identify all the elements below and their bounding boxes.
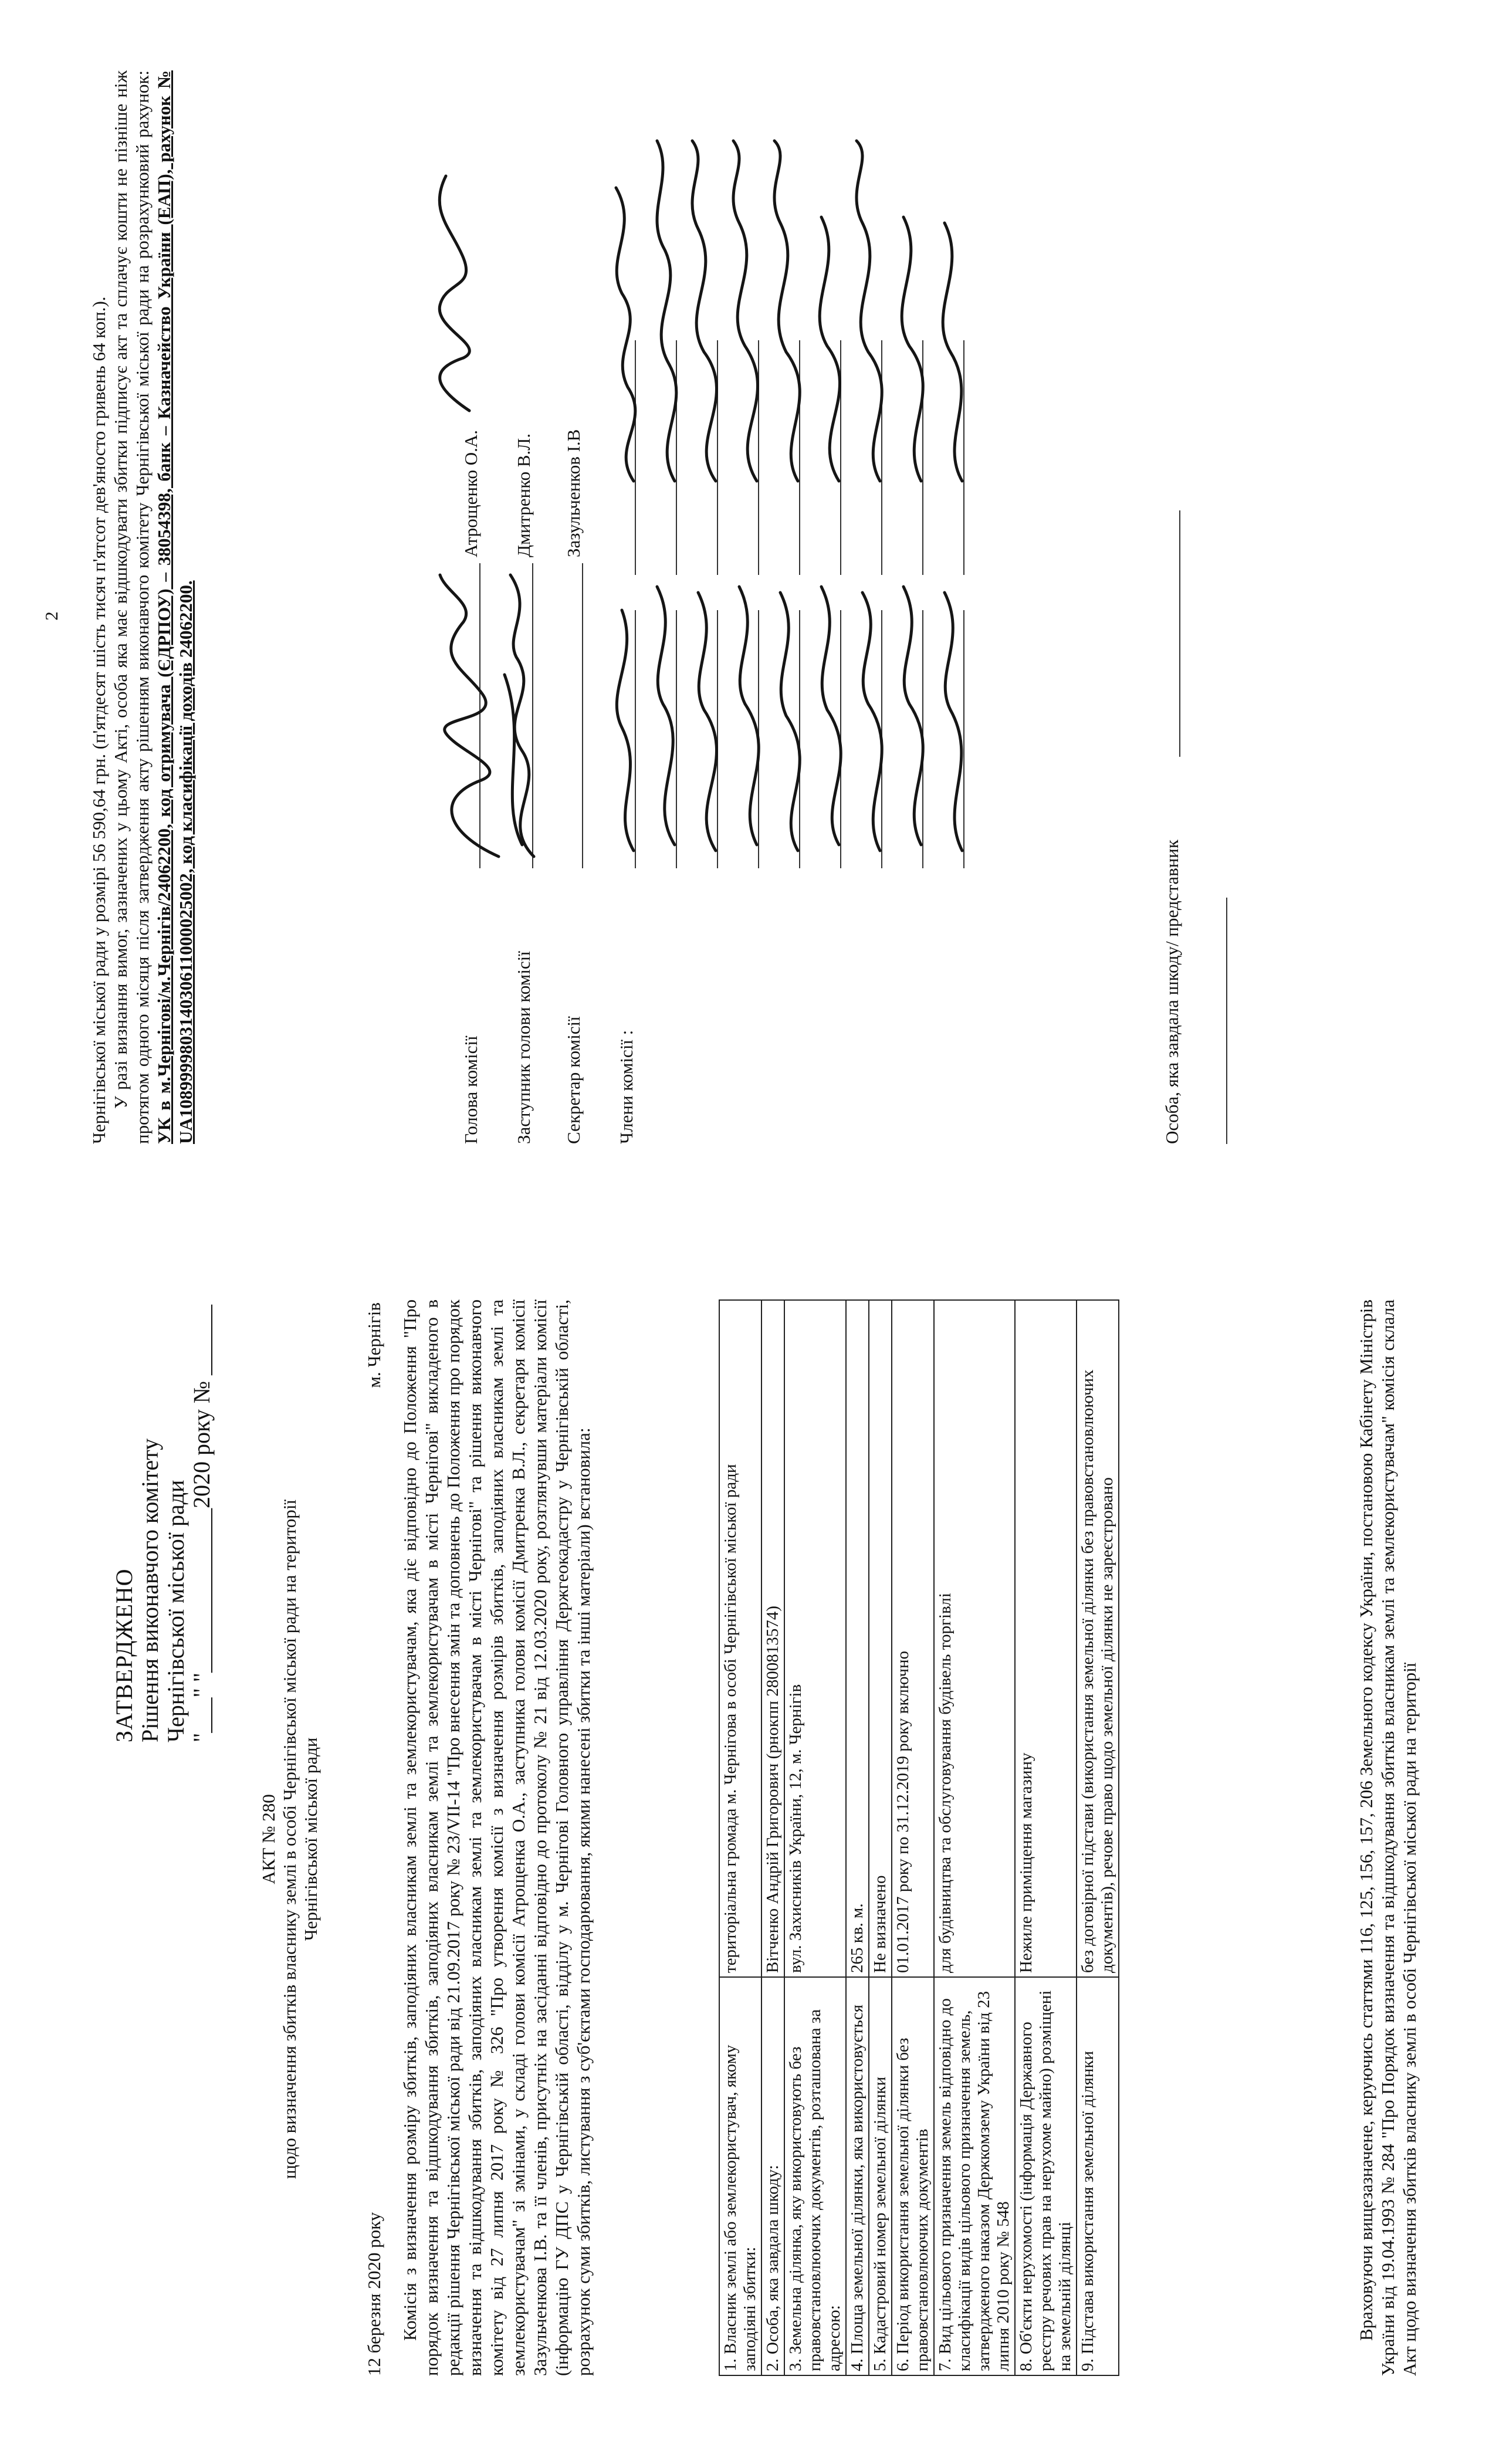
act-subtitle-2: Чернігівської міської ради [300,1737,321,1941]
act-subtitle-1: щодо визначення збитків власнику землі в особі Чернігівської міської ради на території [279,1500,300,2179]
table-value-cell: Вітченко Андрій Григорович (рнокпп 2800813574) [761,1300,784,1977]
payment-amount-paragraph: Чернігівської міської ради у розмірі 56 590,64 грн. (п'ятдесят шість тисяч п'ятсот дев'яносто гривень 64 коп.). [89,296,109,1144]
table-value-cell: Нежиле приміщення магазину [1015,1300,1077,1977]
members-handwritten-signatures [610,540,986,868]
table-row [719,1300,761,2375]
chair-name: Атрощенко О.А. [461,430,481,557]
act-dateline [364,1302,385,2376]
act-heading [258,1302,321,2376]
secretary-name: Зазульченков І.В [563,429,584,557]
members-handwritten-names [604,129,980,493]
act-info-table [719,1299,1119,2376]
deputy-handwritten-signature [487,563,557,868]
table-row [869,1300,892,2375]
violator-label: Особа, яка завдала шкоду/ представник [1162,840,1182,1144]
table-row [934,1300,1015,2375]
intro-paragraph: Комісія з визначення розміру збитків, заподіяних власникам землі та землекористувачам, яка діє відповідно до Положення "Про порядок визначення та відшкодування збитків, заподіяних власникам землі та землекористувачам в місті Чернігові" викладеного в редакції рішення Чернігівської міської ради від 21.09.2017 року № 23/VII-14 "Про внесення змін та доповнень до Положення про порядок визначення та відшкодування збитків, заподіяних власникам землі та землекористувачам в місті Чернігові" та рішення виконавчого комітету від 27 липня 2017 року № 326 "Про утворення комісії з визначення розмірів збитків, заподіяних власникам землі та землекористувачам" зі змінами, у складі голови комісії Атрощенка О.А., заступника голови комісії Дмитренка В.Л., секретаря комісії Зазульченкова І.В. та її членів, присутніх на засіданні відповідно до протоколу № 21 від 12.03.2020 року, розглянувши матеріали комісії (інформацію ГУ ДПС у Чернігівській області, відділу у м. Чернігові Головного управління Держгеокадастру у Чернігівській області, розрахунок суми збитків, листування з суб'єктами господарювання, якими нанесені збитки та інші матеріали) встановила: [400,1299,594,2376]
act-city: м. Чернігів [364,1302,384,1388]
secretary-signature-line [582,563,583,868]
table-key-cell: 9. Підстава використання земельної ділянки [1077,1977,1119,2375]
members-role: Члени комісії : [616,1030,637,1144]
deputy-role: Заступник голови комісії [513,951,534,1144]
approval-stamp-text [111,1297,215,1742]
secretary-signature-row [563,70,587,1144]
table-key-cell: 3. Земельна ділянка, яку використовують без правовстановлюючих документів, розташована за адресою: [784,1977,846,2375]
deputy-name: Дмитренко В.Л. [513,433,534,557]
table-row [846,1300,869,2375]
table-value-cell: для будівництва та обслуговування будівель торгівлі [934,1300,1015,1977]
act-number: АКТ № 280 [258,1794,279,1884]
table-row [892,1300,934,2375]
act-date: 12 березня 2020 року [364,2212,384,2376]
table-key-cell: 2. Особа, яка завдала шкоду: [761,1977,784,2375]
chair-role: Голова комісії [461,1035,481,1144]
violator-signature-line [1179,510,1180,757]
table-key-cell: 7. Вид цільового призначення земель відповідно до класифікації видів цільового призначення земель, затвердженого наказом Держкомзему України від 23 липня 2010 року № 548 [934,1977,1015,2375]
bank-details: УК в м.Чернігові/м.Чернігів/24062200, код отримувача (ЄДРПОУ) – 38054398, банк – Казначейство України (ЕАП), рахунок № UA108999980314030611000025002, код класифікації доходів 24062200. [154,70,196,1144]
table-value-cell: 01.01.2017 року по 31.12.2019 року включно [892,1300,934,1977]
page-number: 2 [41,611,62,621]
approval-line-2: Рішення виконавчого комітету [137,1438,163,1742]
table-value-cell: Не визначено [869,1300,892,1977]
approval-line-3: Чернігівської міської ради [163,1480,189,1742]
table-value-cell: 265 кв. м. [846,1300,869,1977]
table-value-cell: територіальна громада м. Чернігова в особі Чернігівської міської ради [719,1300,761,1977]
page-left [0,1232,1496,2464]
violator-name-line [1226,898,1227,1144]
table-row [1077,1300,1119,2375]
table-row [1015,1300,1077,2375]
payment-text [88,70,197,1144]
approval-line-4: "___" "______________2020 року № ______ [188,1304,215,1742]
payment-instructions: У разі визнання вимог, зазначених у цьому Акті, особа яка має відшкодувати збитки підписує акт та сплачує кошти не пізніше ніж протягом одного місяця після затвердження акту рішенням виконавчого комітету Чернігівської міської ради на розрахунковий рахунок: [110,70,153,1144]
secretary-role: Секретар комісії [563,1016,584,1144]
conclusion-paragraph: Враховуючи вищезазначене, керуючись статтями 116, 125, 156, 157, 206 Земельного кодексу України, постановою Кабінету Міністрів України від 19.04.1993 № 284 "Про Порядок визначення та відшкодування збитків власникам землі та землекористувачам" комісія склала Акт щодо визначення збитків власнику землі в особі Чернігівської міської ради на території [1356,1299,1420,2376]
table-value-cell: без договірної підстави (використання земельної ділянки без правовстановлюючих документів), речове право щодо земельної ділянки не зареєстровано [1077,1300,1119,1977]
table-key-cell: 6. Період використання земельної ділянки без правовстановлюючих документів [892,1977,934,2375]
table-row [784,1300,846,2375]
approval-title: ЗАТВЕРДЖЕНО [111,1568,137,1742]
table-key-cell: 8. Об'єкти нерухомості (інформація Державного реєстру речових прав на нерухоме майно) розміщені на земельній ділянці [1015,1977,1077,2375]
table-value-cell: вул. Захисників України, 12, м. Чернігів [784,1300,846,1977]
table-key-cell: 4. Площа земельної ділянки, яка використовується [846,1977,869,2375]
chair-handwritten-initials [411,141,493,422]
table-key-cell: 1. Власник землі або землекористувач, якому заподіяні збитки: [719,1977,761,2375]
table-key-cell: 5. Кадастровий номер земельної ділянки [869,1977,892,2375]
table-row [761,1300,784,2375]
